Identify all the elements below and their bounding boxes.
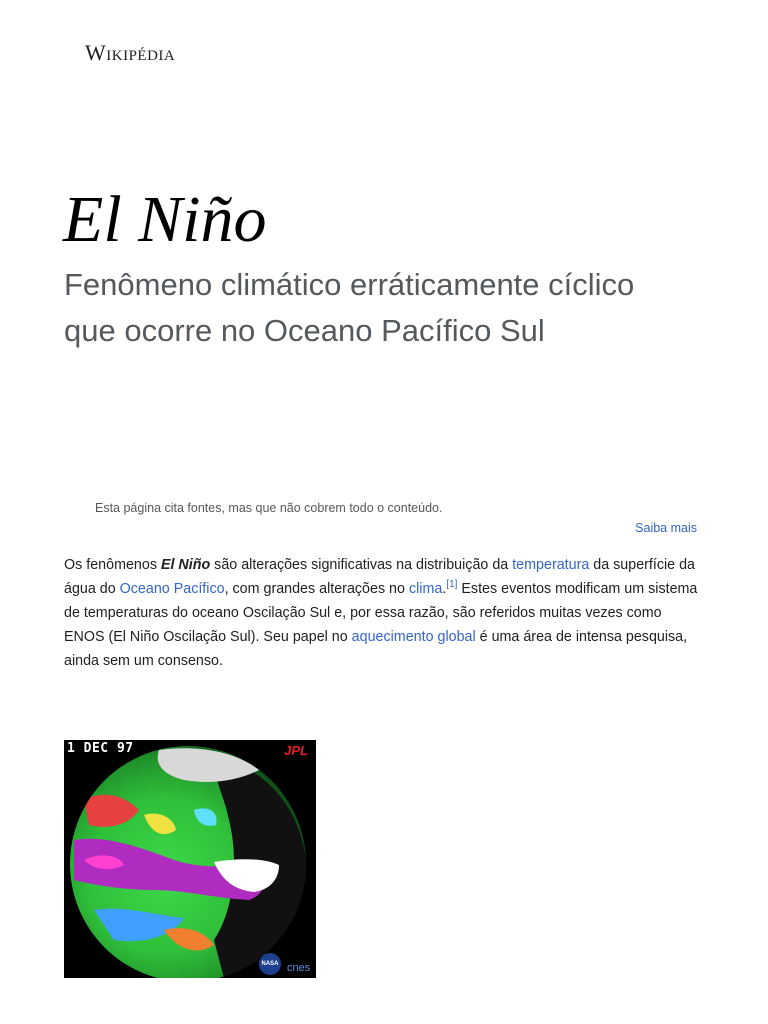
reference-1[interactable]: [1] [446,579,458,591]
article-bold-term: El Niño [160,557,211,573]
link-oceano-pacifico[interactable]: Oceano Pacífico [119,581,225,597]
el-nino-satellite-image[interactable] [64,740,316,978]
cnes-logo: cnes [287,962,311,974]
nasa-logo: NASA [259,953,281,975]
page-title: El Niño [63,183,267,256]
link-clima[interactable]: clima [408,581,443,597]
globe-illustration [64,740,316,978]
article-text: Estes eventos modificam um sistema de temperaturas do oceano Oscilação Sul e, por essa razão, são referidos muitas vezes como ENOS (El Niño Oscilação Sul). Seu papel no [64,581,698,645]
sources-notice: Esta página cita fontes, mas que não cobrem todo o conteúdo. [95,501,443,515]
site-logo[interactable]: Wikipédia [85,40,176,65]
article-text: Os fenômenos [64,557,161,573]
page-subtitle: Fenômeno climático erráticamente cíclico que ocorre no Oceano Pacífico Sul [64,267,635,348]
article-paragraph: Os fenômenos El Niño são alterações significativas na distribuição da temperatura da superfície da água do Oceano Pacífico, com grandes alterações no clima.[1] Estes eventos modificam um sistema de temperaturas do oceano Oscilação Sul e, por essa razão, são referidos muitas vezes como ENOS (El Niño Oscilação Sul). Seu papel no aquecimento global é uma área de intensa pesquisa, ainda sem um consenso. [64,557,698,669]
article-text: é uma área de intensa pesquisa, ainda sem um consenso. [64,629,688,669]
article-text: são alterações significativas na distribuição da [210,557,513,573]
image-date-label: 1 DEC 97 [67,741,134,756]
learn-more-link[interactable]: Saiba mais [635,521,697,535]
link-temperatura[interactable]: temperatura [512,557,590,573]
article-text: , com grandes alterações no [224,581,409,597]
jpl-logo: JPL [284,743,308,758]
article-text: da superfície da água do [64,557,696,597]
link-aquecimento-global[interactable]: aquecimento global [351,629,476,645]
